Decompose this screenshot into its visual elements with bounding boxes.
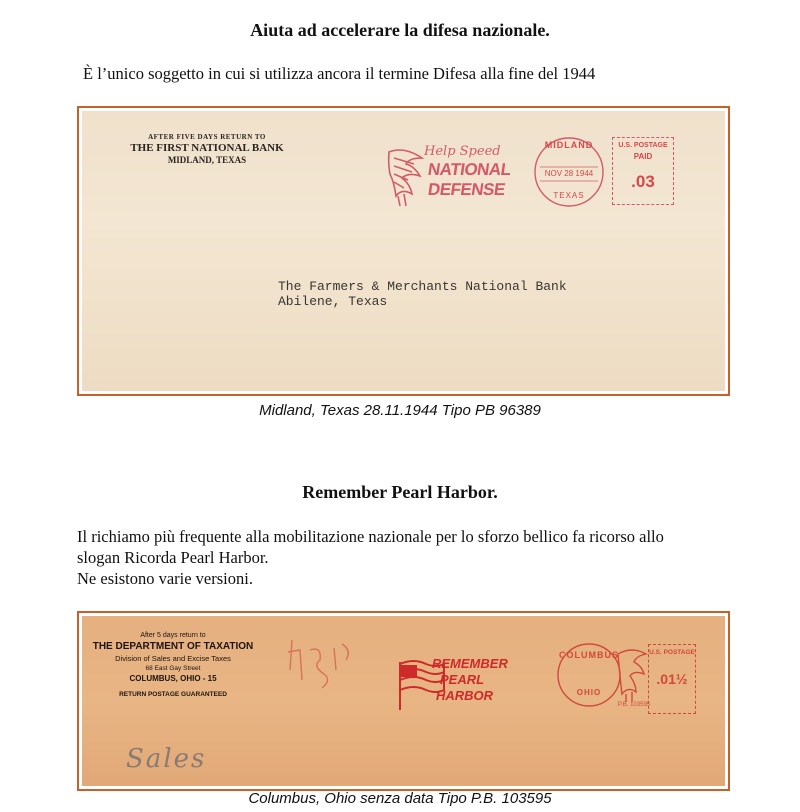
envelope1-frame bbox=[77, 106, 730, 396]
section2-heading: Remember Pearl Harbor. bbox=[302, 482, 498, 502]
slogan-line1: NATIONAL bbox=[426, 160, 512, 179]
envelope1-postmark bbox=[530, 133, 608, 211]
envelope1-return-address bbox=[122, 133, 292, 165]
return-division: Division of Sales and Excise Taxes bbox=[115, 654, 231, 663]
slogan-script: Help Speed bbox=[424, 144, 501, 159]
envelope1-meter-stamp bbox=[612, 137, 674, 205]
section2-text-line3: Ne esistono varie versioni. bbox=[77, 569, 253, 588]
meter-value: .01½ bbox=[656, 671, 688, 687]
envelope2-return-address bbox=[88, 632, 258, 698]
envelope2-slogan bbox=[396, 654, 521, 724]
envelope1-addressee bbox=[278, 279, 567, 309]
eagle-icon bbox=[614, 644, 650, 704]
envelope1-image bbox=[82, 111, 725, 391]
return-street: 68 East Gay Street bbox=[145, 665, 201, 672]
addressee-line1: The Farmers & Merchants National Bank bbox=[278, 279, 567, 294]
postmark-city: COLUMBUS bbox=[559, 650, 619, 660]
envelope1-slogan bbox=[384, 144, 514, 209]
slogan-line1: REMEMBER bbox=[432, 656, 508, 671]
return-top: AFTER FIVE DAYS RETURN TO bbox=[148, 133, 266, 141]
return-name: THE FIRST NATIONAL BANK bbox=[130, 142, 284, 154]
pencil-mark-icon bbox=[282, 630, 362, 700]
postmark-city: MIDLAND bbox=[544, 140, 594, 150]
return-city: MIDLAND, TEXAS bbox=[167, 155, 247, 165]
section1-heading: Aiuta ad accelerare la difesa nazionale. bbox=[250, 20, 550, 40]
section2-text-line2: slogan Ricorda Pearl Harbor. bbox=[77, 548, 269, 567]
section2-caption: Columbus, Ohio senza data Tipo P.B. 103595 bbox=[248, 790, 552, 807]
return-name: THE DEPARTMENT OF TAXATION bbox=[92, 641, 254, 652]
meter-paid: PAID bbox=[633, 152, 653, 161]
section2-text bbox=[77, 526, 664, 589]
addressee-line2: Abilene, Texas bbox=[278, 294, 388, 309]
handwriting-signature: Sales bbox=[126, 744, 207, 774]
slogan-line3: HARBOR bbox=[436, 688, 494, 703]
return-note: RETURN POSTAGE GUARANTEED bbox=[119, 691, 227, 698]
section1-text: È l’unico soggetto in cui si utilizza ancora il termine Difesa alla fine del 1944 bbox=[83, 64, 596, 83]
envelope2-meter-stamp bbox=[614, 644, 698, 724]
meter-number: P.B. 103595 bbox=[617, 702, 651, 708]
postmark-state: OHIO bbox=[576, 688, 602, 697]
meter-top: U.S. POSTAGE bbox=[649, 649, 695, 656]
meter-value: .03 bbox=[631, 172, 655, 191]
section2-text-line1: Il richiamo più frequente alla mobilitazione nazionale per lo sforzo bellico fa ricorso allo bbox=[77, 527, 664, 546]
return-top: After 5 days return to bbox=[140, 632, 206, 639]
section1-caption: Midland, Texas 28.11.1944 Tipo PB 96389 bbox=[259, 402, 541, 419]
slogan-line2: DEFENSE bbox=[426, 180, 507, 199]
meter-top: U.S. POSTAGE bbox=[618, 142, 668, 149]
envelope2-frame bbox=[77, 611, 730, 791]
slogan-line2: PEARL bbox=[440, 672, 485, 687]
postmark-date: NOV 28 1944 bbox=[544, 169, 594, 178]
meter-box bbox=[648, 644, 696, 714]
return-city: COLUMBUS, OHIO - 15 bbox=[129, 674, 217, 683]
envelope2-image bbox=[82, 616, 725, 786]
postmark-state: TEXAS bbox=[553, 191, 585, 200]
